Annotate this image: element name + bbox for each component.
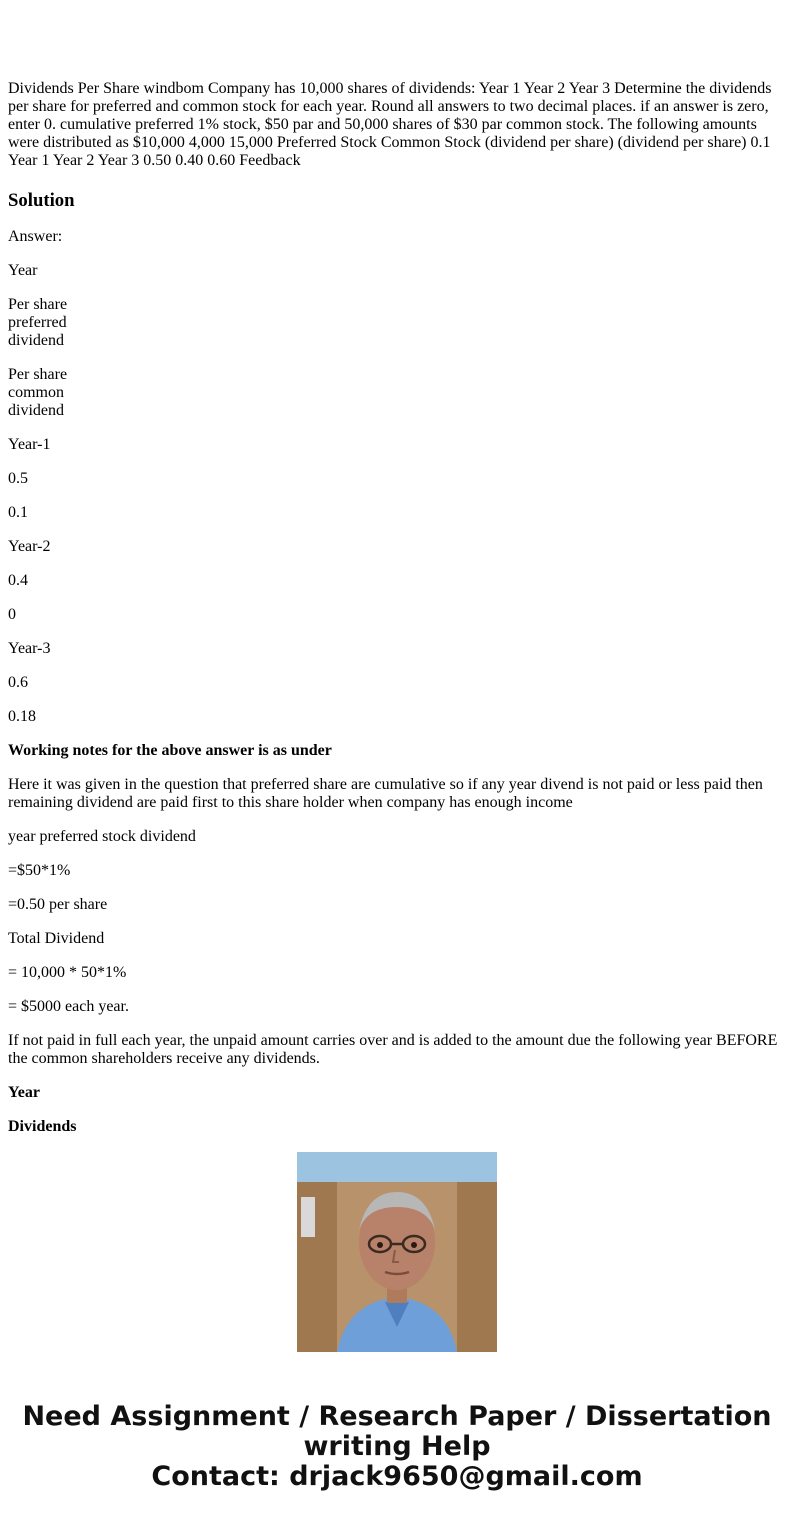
table-cell-year-3-preferred: 0.6: [8, 674, 28, 691]
table-cell-year-1-preferred: 0.5: [8, 470, 28, 487]
calc-line: = 10,000 * 50*1%: [8, 964, 127, 981]
table-cell-year-1: Year-1: [8, 436, 51, 453]
table-header-preferred: Per share preferred dividend: [8, 296, 68, 349]
table-cell-year-2-common: 0: [8, 606, 16, 623]
table-header-year: Year: [8, 262, 38, 279]
question-text: Dividends Per Share windbom Company has 10,000 shares of dividends: Year 1 Year 2 Year 3 Determine the dividends per share for preferred and common stock for each year. Round all answers to two decimal places. if an answer is zero, enter 0. cumulative preferred 1% stock, $50 par and 50,000 shares of $30 par common stock. The following amounts were distributed as $10,000 4,000 15,000 Preferred Stock Common Stock (dividend per share) (dividend per share) 0.1 Year 1 Year 2 Year 3 0.50 0.40 0.60 Feedback: [8, 80, 772, 169]
answer-table: [8, 262, 780, 726]
promo-line-1: Need Assignment / Research Paper / Dissertation: [22, 1401, 772, 1432]
author-avatar: [297, 1152, 497, 1352]
second-table-cut-text: Dividends: [8, 1118, 77, 1135]
solution-content: [8, 80, 780, 1135]
answer-label: Answer:: [8, 228, 63, 245]
author-portrait-icon: [297, 1152, 497, 1352]
table-cell-year-2-preferred: 0.4: [8, 572, 28, 589]
working-notes-heading: Working notes for the above answer is as under: [8, 742, 332, 759]
calc-line: Total Dividend: [8, 930, 105, 947]
calc-line: year preferred stock dividend: [8, 828, 196, 845]
calc-line: = $5000 each year.: [8, 998, 129, 1015]
solution-heading: Solution: [8, 190, 75, 211]
second-table-header: Year: [8, 1084, 40, 1101]
table-cell-year-3-common: 0.18: [8, 708, 36, 725]
calc-line: =0.50 per share: [8, 896, 108, 913]
carryover-note: If not paid in full each year, the unpaid amount carries over and is added to the amount due the following year BEFORE the common shareholders receive any dividends.: [8, 1032, 778, 1067]
table-cell-year-1-common: 0.1: [8, 504, 28, 521]
table-header-common: Per share common dividend: [8, 366, 68, 419]
explanation-text: Here it was given in the question that preferred share are cumulative so if any year divend is not paid or less paid then remaining dividend are paid first to this share holder when company has enough income: [8, 776, 763, 811]
calc-line: =$50*1%: [8, 862, 71, 879]
promo-line-2: writing Help: [303, 1431, 491, 1462]
table-cell-year-2: Year-2: [8, 538, 51, 555]
promo-banner: [0, 1152, 794, 1492]
promo-contact[interactable]: Contact: drjack9650@gmail.com: [151, 1461, 643, 1492]
promo-text: [0, 1402, 794, 1492]
table-cell-year-3: Year-3: [8, 640, 51, 657]
